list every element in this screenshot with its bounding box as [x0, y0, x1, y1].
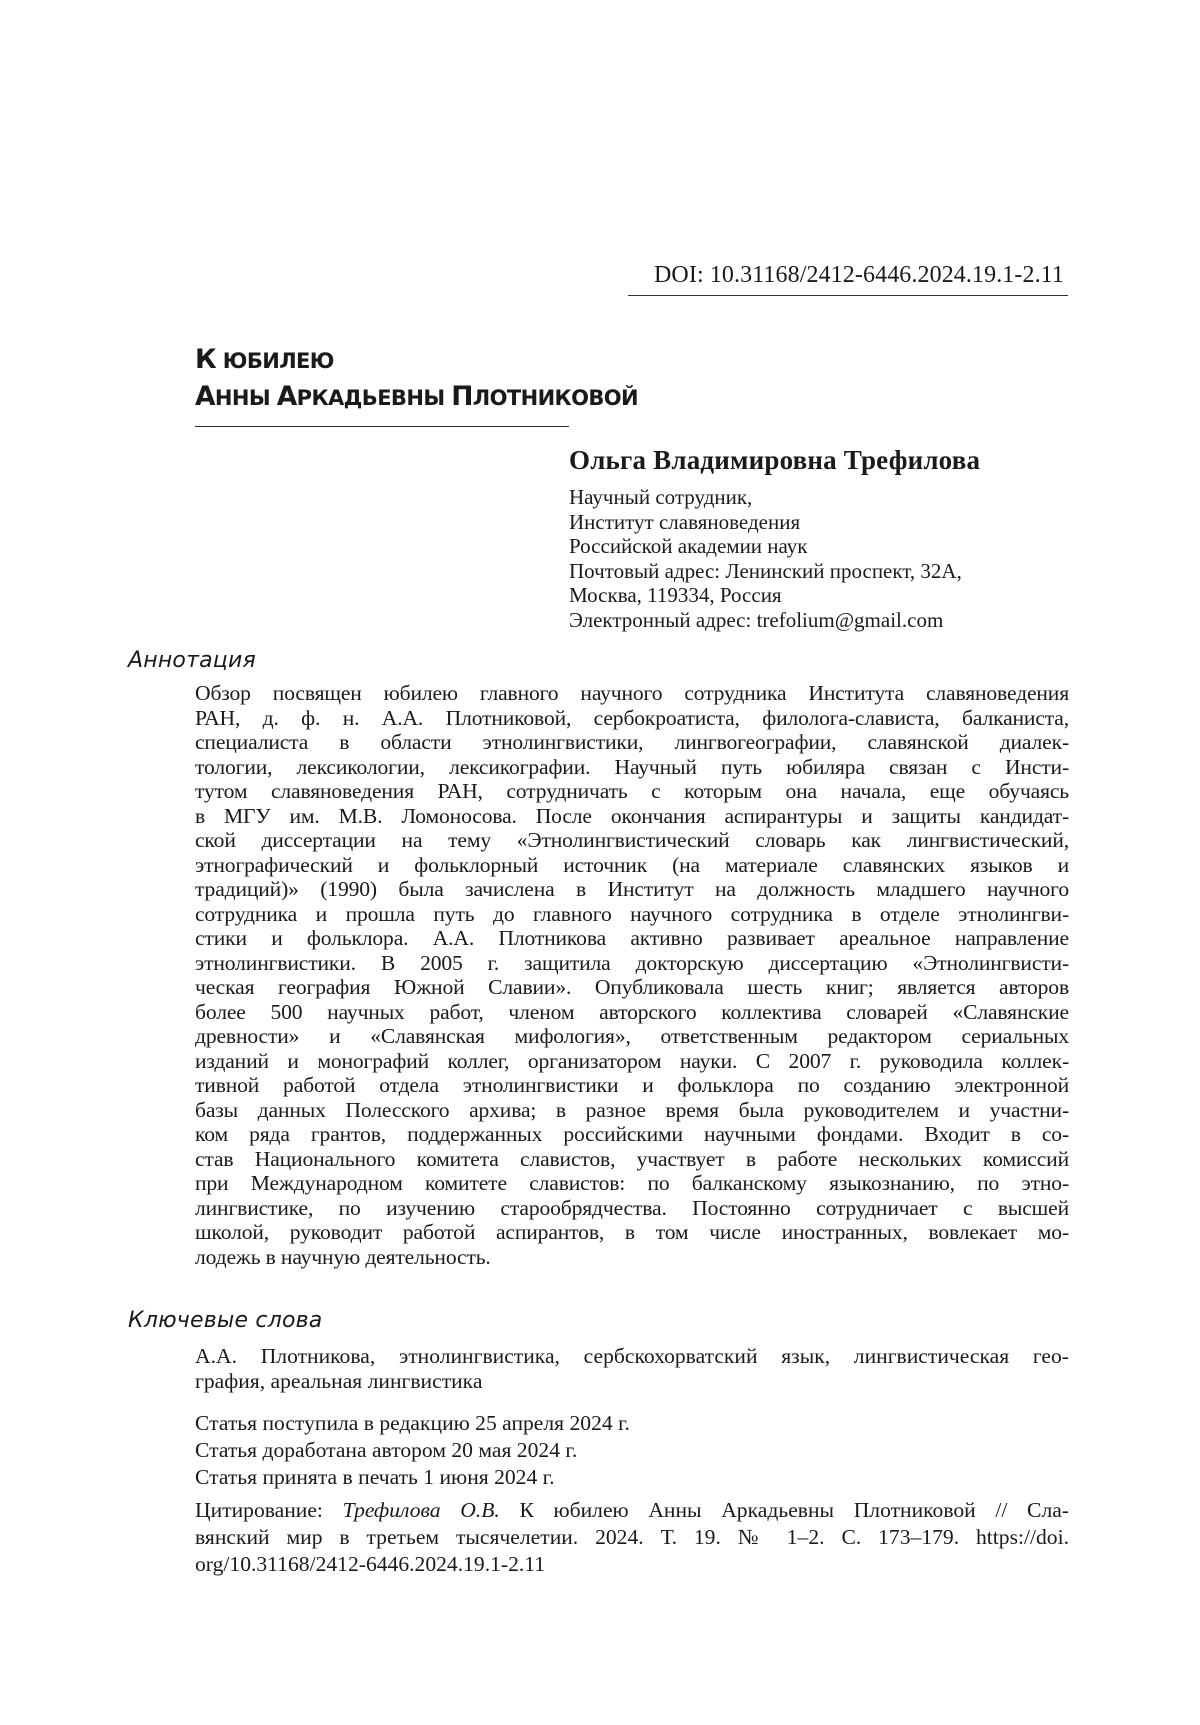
abstract-line: лодежь в научную деятельность.: [195, 1245, 1069, 1270]
keywords-line: А.А. Плотникова, этнолингвистика, сербскохорватский язык, лингвистическая гео-: [195, 1344, 1069, 1369]
title-line-1-initial: К: [195, 344, 216, 375]
citation-prefix: Цитирование:: [195, 1498, 343, 1522]
date-revised: Статья доработана автором 20 мая 2024 г.: [195, 1437, 630, 1464]
abstract-line: лингвистике, по изучению старообрядчества. Постоянно сотрудничает с высшей: [195, 1196, 1069, 1221]
article-title: [195, 342, 638, 416]
date-accepted: Статья принята в печать 1 июня 2024 г.: [195, 1464, 630, 1491]
article-first-page: [0, 0, 1200, 1725]
affiliation-line: Москва, 119334, Россия: [569, 583, 1089, 608]
abstract-line: РАН, д. ф. н. А.А. Плотниковой, сербокроатиста, филолога-слависта, балканиста,: [195, 706, 1069, 731]
author-name: Ольга Владимировна Трефилова: [569, 441, 1089, 479]
citation-doi-link[interactable]: org/10.31168/2412-6446.2024.19.1-2.11: [195, 1551, 1069, 1578]
abstract-line: стики и фольклора. А.А. Плотникова активно развивает ареальное направление: [195, 926, 1069, 951]
title-part: П: [451, 381, 473, 412]
abstract-line: сотрудника и прошла путь до главного научного сотрудника в отделе этнолингви-: [195, 902, 1069, 927]
abstract-line: тутом славяноведения РАН, сотрудничать с которым она начала, еще обучаясь: [195, 779, 1069, 804]
affiliation-line: Институт славяноведения: [569, 510, 1089, 535]
abstract-line: тологии, лексикологии, лексикографии. Научный путь юбиляра связан с Инсти-: [195, 755, 1069, 780]
citation-block: [195, 1497, 1069, 1578]
abstract-line: традиций)» (1990) была зачислена в Институт на должность младшего научного: [195, 877, 1069, 902]
abstract-line: изданий и монографий коллег, организатором науки. С 2007 г. руководила коллек-: [195, 1049, 1069, 1074]
abstract-line: Обзор посвящен юбилею главного научного сотрудника Института славяноведения: [195, 681, 1069, 706]
abstract-line: став Национального комитета славистов, участвует в работе нескольких комиссий: [195, 1147, 1069, 1172]
abstract-line: в МГУ им. М.В. Ломоносова. После окончания аспирантуры и защиты кандидат-: [195, 804, 1069, 829]
title-part: ЛОТНИКОВОЙ: [473, 386, 638, 410]
keywords-line: графия, ареальная лингвистика: [195, 1369, 1069, 1394]
abstract-line: этнографический и фольклорный источник (на материале славянских языков и: [195, 853, 1069, 878]
keywords-heading: Ключевые слова: [128, 1307, 322, 1335]
author-block: [569, 441, 1089, 632]
author-email[interactable]: Электронный адрес: trefolium@gmail.com: [569, 608, 1089, 633]
title-line-1: [195, 344, 334, 375]
title-line-2: [195, 381, 638, 412]
abstract-line: ской диссертации на тему «Этнолингвистический словарь как лингвистический,: [195, 828, 1069, 853]
citation-line[interactable]: вянский мир в третьем тысячелетии. 2024. Т. 19. № 1–2. С. 173–179. https://doi.: [195, 1524, 1069, 1551]
affiliation-line: Почтовый адрес: Ленинский проспект, 32А,: [569, 559, 1089, 584]
abstract-line: более 500 научных работ, членом авторского коллектива словарей «Славянские: [195, 1000, 1069, 1025]
doi-label[interactable]: DOI: 10.31168/2412-6446.2024.19.1-2.11: [628, 262, 1068, 296]
abstract-line: специалиста в области этнолингвистики, лингвогеографии, славянской диалек-: [195, 730, 1069, 755]
abstract-line: ком ряда грантов, поддержанных российскими научными фондами. Входит в со-: [195, 1122, 1069, 1147]
keywords-text: [195, 1344, 1069, 1393]
title-part: А: [195, 381, 215, 412]
title-part: РКАДЬЕВНЫ: [297, 386, 452, 410]
title-part: ННЫ: [215, 386, 277, 410]
title-line-1-rest: ЮБИЛЕЮ: [216, 349, 334, 373]
abstract-line: этнолингвистики. В 2005 г. защитила докторскую диссертацию «Этнолингвисти-: [195, 951, 1069, 976]
abstract-line: тивной работой отдела этнолингвистики и фольклора по созданию электронной: [195, 1073, 1069, 1098]
abstract-heading: Аннотация: [128, 647, 256, 675]
abstract-line: школой, руководит работой аспирантов, в том числе иностранных, вовлекает мо-: [195, 1220, 1069, 1245]
date-received: Статья поступила в редакцию 25 апреля 2024 г.: [195, 1410, 630, 1437]
abstract-text: [195, 681, 1069, 1269]
title-divider: [195, 426, 569, 427]
affiliation-line: Научный сотрудник,: [569, 485, 1089, 510]
citation-line: [195, 1497, 1069, 1524]
abstract-line: ческая география Южной Славии». Опубликовала шесть книг; является авторов: [195, 975, 1069, 1000]
abstract-line: базы данных Полесского архива; в разное время была руководителем и участни-: [195, 1098, 1069, 1123]
abstract-line: древности» и «Славянская мифология», ответственным редактором сериальных: [195, 1024, 1069, 1049]
citation-title: К юбилею Анны Аркадьевны Плотниковой // Сла-: [500, 1498, 1069, 1522]
article-dates: [195, 1410, 630, 1491]
abstract-line: при Международном комитете славистов: по балканскому языкознанию, по этно-: [195, 1171, 1069, 1196]
affiliation-line: Российской академии наук: [569, 534, 1089, 559]
title-part: А: [277, 381, 297, 412]
citation-author: Трефилова О.В.: [343, 1498, 500, 1522]
